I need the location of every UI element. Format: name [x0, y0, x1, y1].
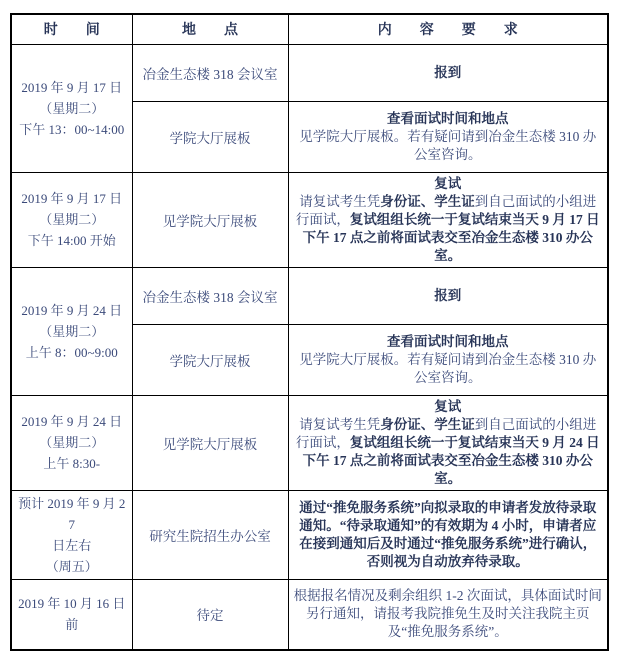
- location-cell: 学院大厅展板: [132, 324, 288, 395]
- content-cell: 报到: [288, 44, 608, 101]
- location-cell: 见学院大厅展板: [132, 395, 288, 490]
- content-cell: 复试 请复试考生凭身份证、学生证到自己面试的小组进行面试，复试组组长统一于复试结束当天 9 月 17 日下午 17 点之前将面试表交至冶金生态楼 310 办公室。: [288, 172, 608, 267]
- table-row: [11, 579, 608, 650]
- content-cell: 通过“推免服务系统”向拟录取的申请者发放待录取通知。“待录取通知”的有效期为 4 小时，申请者应在接到通知后及时通过“推免服务系统”进行确认，否则视为自动放弃待录取。: [288, 490, 608, 579]
- time-cell: 2019 年 9 月 17 日 （星期二） 下午 13：00~14:00: [11, 44, 132, 172]
- table-row: [11, 490, 608, 579]
- table-row: [11, 172, 608, 267]
- content-cell: 复试 请复试考生凭身份证、学生证到自己面试的小组进行面试，复试组组长统一于复试结束当天 9 月 24 日下午 17 点之前将面试表交至冶金生态楼 310 办公室。: [288, 395, 608, 490]
- location-cell: 冶金生态楼 318 会议室: [132, 267, 288, 324]
- schedule-table: [10, 13, 609, 651]
- content-cell: 报到: [288, 267, 608, 324]
- table-row: [11, 395, 608, 490]
- table-row: [11, 44, 608, 101]
- table-row: [11, 267, 608, 324]
- time-cell: 2019 年 9 月 24 日 （星期二） 上午 8:30-: [11, 395, 132, 490]
- column-header-location: 地 点: [132, 14, 288, 44]
- location-cell: 研究生院招生办公室: [132, 490, 288, 579]
- column-header-content: 内 容 要 求: [288, 14, 608, 44]
- time-cell: 2019 年 9 月 24 日 （星期二） 上午 8：00~9:00: [11, 267, 132, 395]
- time-cell: 2019 年 10 月 16 日前: [11, 579, 132, 650]
- content-cell: 查看面试时间和地点 见学院大厅展板。若有疑问请到冶金生态楼 310 办公室咨询。: [288, 324, 608, 395]
- location-cell: 学院大厅展板: [132, 101, 288, 172]
- location-cell: 见学院大厅展板: [132, 172, 288, 267]
- location-cell: 冶金生态楼 318 会议室: [132, 44, 288, 101]
- content-cell: 查看面试时间和地点 见学院大厅展板。若有疑问请到冶金生态楼 310 办公室咨询。: [288, 101, 608, 172]
- time-cell: 预计 2019 年 9 月 27 日左右 （周五）: [11, 490, 132, 579]
- header-row: [11, 14, 608, 44]
- content-cell: 根据报名情况及剩余组织 1-2 次面试，具体面试时间另行通知，请报考我院推免生及时关注我院主页及“推免服务系统”。: [288, 579, 608, 650]
- column-header-time: 时 间: [11, 14, 132, 44]
- location-cell: 待定: [132, 579, 288, 650]
- time-cell: 2019 年 9 月 17 日 （星期二） 下午 14:00 开始: [11, 172, 132, 267]
